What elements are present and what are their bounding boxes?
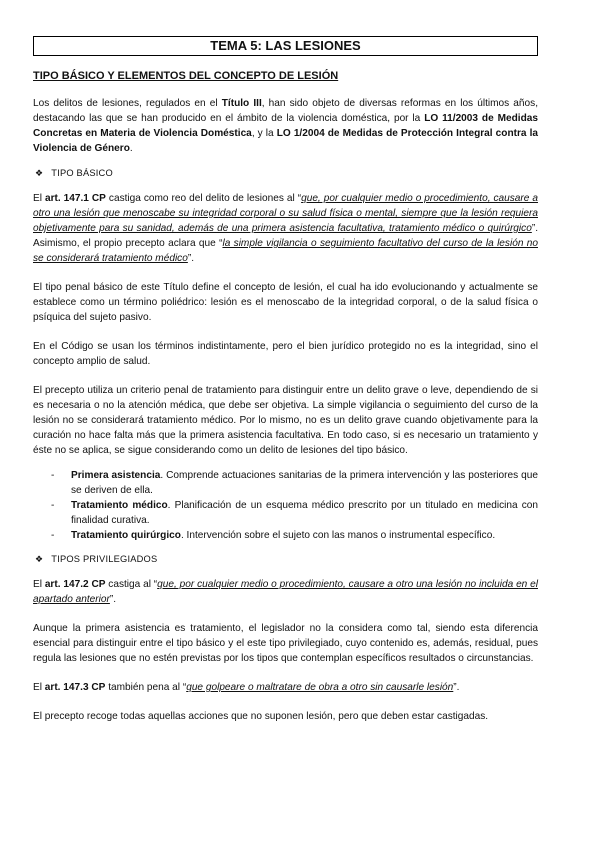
paragraph-bien-juridico: En el Código se usan los términos indistintamente, pero el bien jurídico protegido no es la integridad, sino el concepto amplio de salud. xyxy=(33,341,538,367)
list-item: - Tratamiento quirúrgico. Intervención sobre el sujeto con las manos o instrumental específico. xyxy=(51,530,496,541)
paragraph-art-147-1: El art. 147.1 CP castiga como reo del delito de lesiones al “que, por cualquier medio o procedimiento, causare a otro una lesión que menoscabe su integridad corporal o su salud física o mental, siempre que la lesión requiera objetivamente para su sanidad, además de una primera asistencia facultativa, tratamiento médico o quirúrgico”. Asimismo, el propio precepto aclara que “la simple vigilancia o seguimiento facultativo del curso de la lesión no se considerará tratamiento médico”. xyxy=(33,193,538,264)
paragraph-intro: Los delitos de lesiones, regulados en el Título III, han sido objeto de diversas reformas en los últimos años, destacando las que se han producido en el ámbito de la violencia doméstica, por la LO 11/2003 de Medidas Concretas en Materia de Violencia Doméstica, y la LO 1/2004 de Medidas de Protección Integral contra la Violencia de Género. xyxy=(33,98,539,154)
definitions-list xyxy=(33,468,538,543)
paragraph-criterio-tratamiento: El precepto utiliza un criterio penal de tratamiento para distinguir entre un delito grave o leve, dependiendo de si es necesaria o no la atención médica, que debe ser objetiva. La simple vigilancia o seguimiento del curso de la lesión no se considerará tratamiento médico. Por lo mismo, no es un delito grave cuando objetivamente para la curación no hace falta más que la primera asistencia facultativa. En todo caso, si es necesario un tratamiento y éste no se aplica, se sigue considerando como un delito de lesiones del tipo básico. xyxy=(33,385,538,456)
diamond-bullet-icon: ❖ xyxy=(35,168,44,178)
section-heading: TIPO BÁSICO Y ELEMENTOS DEL CONCEPTO DE LESIÓN xyxy=(33,70,339,82)
page-title: TEMA 5: LAS LESIONES xyxy=(33,36,538,56)
diamond-bullet-icon: ❖ xyxy=(35,554,44,564)
paragraph-art-147-3: El art. 147.3 CP también pena al “que golpeare o maltratare de obra a otro sin causarle lesión”. xyxy=(33,682,460,693)
paragraph-concepto-lesion: El tipo penal básico de este Título define el concepto de lesión, el cual ha ido evolucionando y actualmente se establece como un término poliédrico: lesión es el menoscabo de la integridad corporal, o de la salud física o psíquica del sujeto pasivo. xyxy=(33,282,538,323)
paragraph-art-147-2: El art. 147.2 CP castiga al “que, por cualquier medio o procedimiento, causare a otro una lesión no incluida en el apartado anterior”. xyxy=(33,579,538,605)
subsection-heading-tipos-privilegiados: ❖ TIPOS PRIVILEGIADOS xyxy=(35,554,158,564)
list-item: - Tratamiento médico. Planificación de un esquema médico prescrito por un titulado en medicina con finalidad curativa. xyxy=(51,500,539,526)
list-item: - Primera asistencia. Comprende actuaciones sanitarias de la primera intervención y las posteriores que se deriven de ella. xyxy=(51,470,538,496)
subsection-heading-tipo-basico: ❖ TIPO BÁSICO xyxy=(35,168,113,178)
document-page xyxy=(33,36,538,724)
paragraph-acciones-castigadas: El precepto recoge todas aquellas acciones que no suponen lesión, pero que deben estar castigadas. xyxy=(33,711,489,722)
paragraph-primera-asistencia: Aunque la primera asistencia es tratamiento, el legislador no la considera como tal, siendo esta diferencia esencial para distinguir entre el tipo básico y el este tipo privilegiado, cuyo contenido es, además, residual, pues regula las lesiones que no estén previstas por los tipos que contemplan específicos resultados o circunstancias. xyxy=(33,623,538,664)
